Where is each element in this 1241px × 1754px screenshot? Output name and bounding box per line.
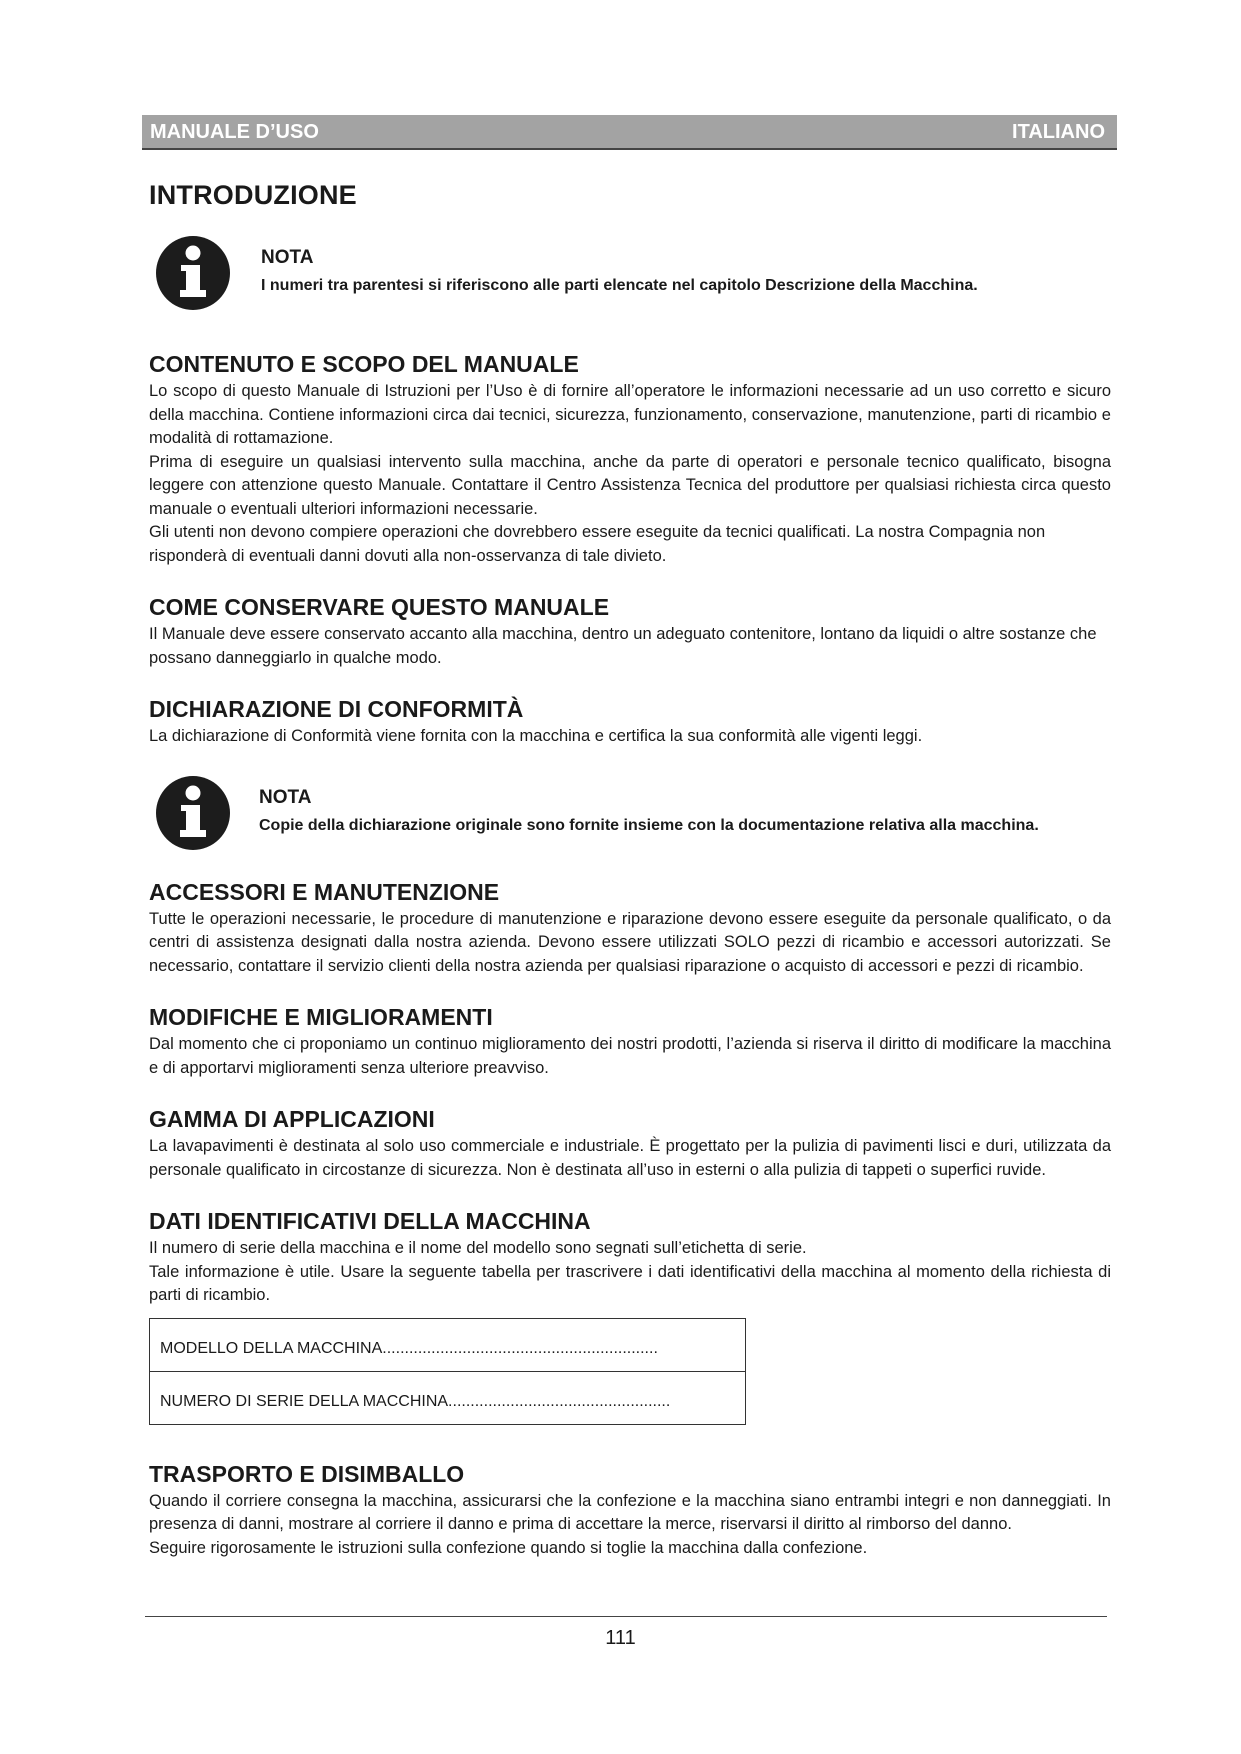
header-bar — [142, 115, 1117, 150]
section-conformita — [149, 696, 1111, 749]
section-dati — [149, 1208, 1111, 1425]
paragraph: Il Manuale deve essere conservato accanto alla macchina, dentro un adeguato contenitore, lontano da liquidi o altre sostanze che possano danneggiarlo in qualche modo. — [149, 625, 1097, 667]
note-title: NOTA — [261, 247, 314, 268]
paragraph: La lavapavimenti è destinata al solo uso commerciale e industriale. È progettato per la pulizia di pavimenti lisci e duri, utilizzata da personale qualificato in circostanze di sicurezza. Non è destinata all’uso in esterni o alla pulizia di tappeti o superfici ruvide. — [149, 1137, 1111, 1179]
note-title: NOTA — [259, 786, 312, 808]
section-heading: COME CONSERVARE QUESTO MANUALE — [149, 594, 610, 620]
paragraph: Seguire rigorosamente le istruzioni sulla confezione quando si toglie la macchina dalla confezione. — [149, 1538, 868, 1557]
section-conservare — [149, 594, 1111, 670]
header-language: ITALIANO — [1012, 121, 1105, 143]
section-accessori — [149, 879, 1111, 979]
serial-field: NUMERO DI SERIE DELLA MACCHINA.................................................. — [150, 1371, 746, 1424]
page-content — [149, 180, 1111, 1560]
paragraph: La dichiarazione di Conformità viene fornita con la macchina e certifica la sua conformità alle vigenti leggi. — [149, 727, 923, 745]
table-row — [150, 1318, 746, 1371]
section-heading: DATI IDENTIFICATIVI DELLA MACCHINA — [149, 1208, 591, 1234]
footer-divider — [145, 1616, 1107, 1617]
page-number: 111 — [605, 1627, 636, 1649]
section-contenuto — [149, 351, 1111, 568]
paragraph: Il numero di serie della macchina e il nome del modello sono segnati sull’etichetta di serie. — [149, 1239, 807, 1257]
info-icon — [155, 235, 231, 311]
section-heading: GAMMA DI APPLICAZIONI — [149, 1106, 435, 1132]
section-heading: DICHIARAZIONE DI CONFORMITÀ — [149, 696, 524, 722]
section-modifiche — [149, 1004, 1111, 1080]
info-icon — [155, 775, 231, 851]
paragraph: Dal momento che ci proponiamo un continuo miglioramento dei nostri prodotti, l’azienda si riserva il diritto di modificare la macchina e di apportarvi miglioramenti senza ulteriore preavviso. — [149, 1035, 1111, 1077]
paragraph: Quando il corriere consegna la macchina, assicurarsi che la confezione e la macchina siano entrambi integri e non danneggiati. In presenza di danni, mostrare al corriere il danno e prima di accettare la merce, riservarsi il diritto al rimborso del danno. — [149, 1491, 1111, 1533]
note-box — [155, 775, 1111, 853]
section-heading: ACCESSORI E MANUTENZIONE — [149, 878, 500, 905]
paragraph: Prima di eseguire un qualsiasi intervento sulla macchina, anche da parte di operatori e personale tecnico qualificato, bisogna leggere con attenzione questo Manuale. Contattare il Centro Assistenza Tecnica del produttore per qualsiasi richiesta circa questo manuale o eventuali ulteriori informazioni necessarie. — [149, 452, 1111, 518]
paragraph: Gli utenti non devono compiere operazioni che dovrebbero essere eseguite da tecnici qualificati. La nostra Compagnia non risponderà di eventuali danni dovuti alla non-osservanza di tale divieto. — [149, 523, 1046, 565]
note-text: I numeri tra parentesi si riferiscono alle parti elencate nel capitolo Descrizione della Macchina. — [261, 277, 978, 294]
paragraph: Lo scopo di questo Manuale di Istruzioni per l’Uso è di fornire all’operatore le informazioni necessarie ad un uso corretto e sicuro della macchina. Contiene informazioni circa dai tecnici, sicurezza, funzionamento, conservazione, manutenzione, parti di ricambio e modalità di rottamazione. — [149, 382, 1111, 447]
note-box — [155, 235, 1111, 313]
paragraph: Tale informazione è utile. Usare la seguente tabella per trascrivere i dati identificativi della macchina al momento della richiesta di parti di ricambio. — [149, 1262, 1111, 1304]
model-field: MODELLO DELLA MACCHINA.............................................................. — [150, 1318, 746, 1371]
section-trasporto — [149, 1461, 1111, 1561]
section-heading: TRASPORTO E DISIMBALLO — [149, 1460, 465, 1487]
section-heading: CONTENUTO E SCOPO DEL MANUALE — [149, 351, 579, 377]
machine-id-table — [149, 1318, 746, 1425]
header-title: MANUALE D’USO — [150, 121, 319, 143]
note-text: Copie della dichiarazione originale sono fornite insieme con la documentazione relativa alla macchina. — [259, 816, 1039, 834]
section-heading: MODIFICHE E MIGLIORAMENTI — [149, 1004, 493, 1030]
page-title: INTRODUZIONE — [149, 180, 357, 210]
paragraph: Tutte le operazioni necessarie, le procedure di manutenzione e riparazione devono essere eseguite da personale qualificato, o da centri di assistenza designati dalla nostra azienda. Devono essere utilizzati SOLO pezzi di ricambio e accessori autorizzati. Se necessario, contattare il servizio clienti della nostra azienda per qualsiasi riparazione o acquisto di accessori e pezzi di ricambio. — [149, 909, 1111, 975]
section-gamma — [149, 1106, 1111, 1182]
table-row — [150, 1371, 746, 1424]
